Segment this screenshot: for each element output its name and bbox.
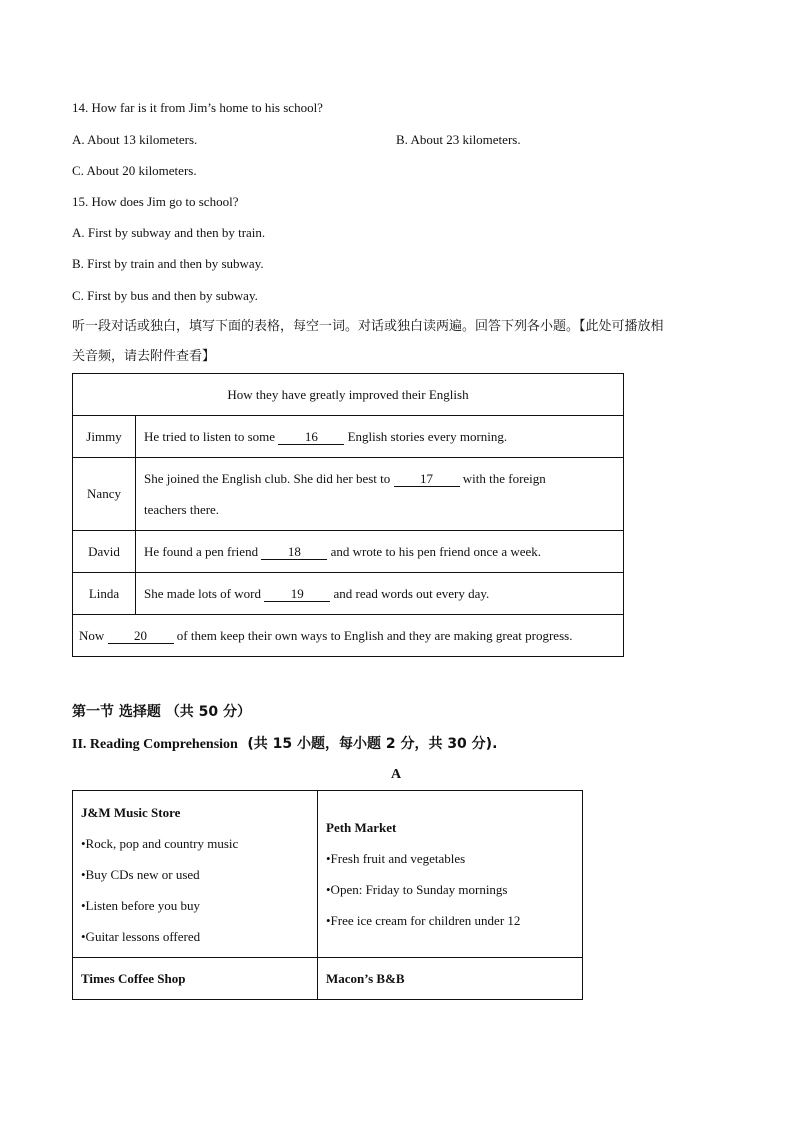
- ad-item: •Open: Friday to Sunday mornings: [326, 882, 508, 897]
- listening-instruction-line1: 听一段对话或独白，填写下面的表格，每空一词。对话或独白读两遍。回答下列各小题。【此处可播放相: [72, 319, 664, 334]
- ad-item: •Listen before you buy: [81, 898, 200, 913]
- ads-table: [72, 790, 583, 1000]
- part-note: (共 15 小题，每小题 2 分，共 30 分).: [247, 736, 498, 752]
- row-name: Nancy: [73, 458, 136, 531]
- ad-item: •Free ice cream for children under 12: [326, 913, 521, 928]
- q14-option-a: A. About 13 kilometers.: [72, 132, 198, 147]
- q15-option-a: A. First by subway and then by train.: [72, 225, 266, 240]
- q15-option-b: B. First by train and then by subway.: [72, 256, 264, 271]
- q14-option-b: B. About 23 kilometers.: [396, 132, 521, 147]
- row-text: She made lots of word 19 and read words out every day.: [136, 573, 624, 615]
- table-footer-row: [73, 615, 624, 657]
- row-text: She joined the English club. She did her best to 17 with the foreign teachers there.: [136, 458, 624, 531]
- ad-item: •Rock, pop and country music: [81, 836, 239, 851]
- table-row: [73, 416, 624, 458]
- row-name: David: [73, 531, 136, 573]
- passage-letter: A: [391, 767, 402, 782]
- ad-macons-bb: Macon’s B&B: [318, 958, 583, 1000]
- blank-16[interactable]: 16: [278, 430, 344, 445]
- row-text: He found a pen friend 18 and wrote to his pen friend once a week.: [136, 531, 624, 573]
- ad-peth-market: [318, 791, 583, 958]
- q15-stem: 15. How does Jim go to school?: [72, 194, 239, 209]
- footer-text: Now 20 of them keep their own ways to English and they are making great progress.: [73, 615, 624, 657]
- ad-item: •Fresh fruit and vegetables: [326, 851, 466, 866]
- q14-option-c: C. About 20 kilometers.: [72, 163, 197, 178]
- blank-20[interactable]: 20: [108, 629, 174, 644]
- table-row: [73, 531, 624, 573]
- blank-17[interactable]: 17: [394, 472, 460, 487]
- row-text: He tried to listen to some 16 English stories every morning.: [136, 416, 624, 458]
- ad-jm-music-store: [73, 791, 318, 958]
- part-title: II. Reading Comprehension: [72, 737, 238, 752]
- ad-item: •Buy CDs new or used: [81, 867, 200, 882]
- part-heading: [72, 736, 497, 753]
- section-heading: 第一节 选择题 （共 50 分）: [72, 704, 251, 720]
- fill-table-title: How they have greatly improved their English: [73, 374, 624, 416]
- row-name: Linda: [73, 573, 136, 615]
- q14-stem: 14. How far is it from Jim’s home to his school?: [72, 100, 323, 115]
- listening-instruction-line2: 关音频，请去附件查看】: [72, 349, 216, 364]
- row-name: Jimmy: [73, 416, 136, 458]
- ad-times-coffee-shop: Times Coffee Shop: [73, 958, 318, 1000]
- table-row: [73, 573, 624, 615]
- q15-option-c: C. First by bus and then by subway.: [72, 288, 258, 303]
- ad-item: •Guitar lessons offered: [81, 929, 201, 944]
- blank-19[interactable]: 19: [264, 587, 330, 602]
- ad-title: Peth Market: [326, 820, 397, 835]
- fill-in-table: [72, 373, 624, 657]
- table-row: [73, 458, 624, 531]
- ad-title: J&M Music Store: [81, 805, 181, 820]
- blank-18[interactable]: 18: [261, 545, 327, 560]
